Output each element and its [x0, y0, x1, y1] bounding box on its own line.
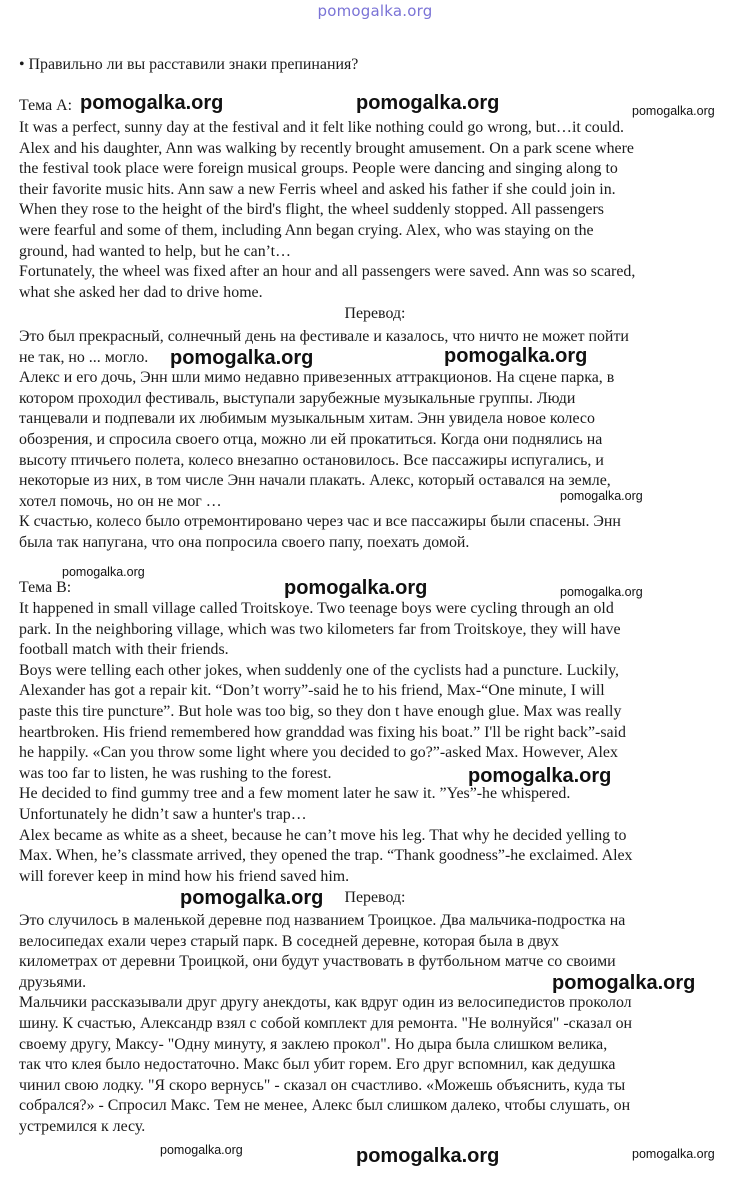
watermark-text: pomogalka.org [160, 1143, 243, 1157]
theme-b-russian-line: шину. К счастью, Александр взял с собой комплект для ремонта. "Не волнуйся" -сказал он [19, 1015, 633, 1032]
theme-b-translation-label: Перевод: [344, 889, 406, 906]
theme-b-russian-line: устремился к лесу. [19, 1118, 146, 1135]
site-watermark-top[interactable]: pomogalka.org [317, 2, 433, 20]
theme-b-russian-line: так что клея было недостаточно. Макс был убит горем. Его друг вспомнил, как дедушка [19, 1056, 616, 1074]
theme-a-russian-line: Алекс и его дочь, Энн шли мимо недавно привезенных аттракционов. На сцене парка, в [19, 369, 615, 387]
theme-b-russian-line: велосипедах ехали через старый парк. В соседней деревне, которая была в двух [19, 932, 559, 950]
theme-a-english-line: ground, had wanted to help, but he can’t… [19, 242, 291, 260]
theme-b-english-line: He decided to find gummy tree and a few moment later he saw it. ”Yes”-he whispered. [19, 785, 571, 803]
watermark-text: pomogalka.org [560, 585, 643, 599]
watermark-text: pomogalka.org [444, 345, 588, 367]
watermark-text: pomogalka.org [80, 92, 224, 114]
theme-a-russian-line: некоторые из них, в том числе Энн начали плакать. Алекс, который оставался на земле, [19, 472, 611, 490]
theme-a-english-line: When they rose to the height of the bird's flight, the wheel suddenly stopped. All passengers [19, 201, 604, 219]
theme-a-russian-line: не так, но ... могло. [19, 348, 149, 366]
watermark-text: pomogalka.org [356, 92, 500, 114]
theme-a-russian-line: обозрения, и спросила своего отца, можно ли ей прокатиться. Когда они поднялись на [19, 431, 603, 448]
watermark-text: pomogalka.org [180, 887, 324, 909]
theme-b-english-line: football match with their friends. [19, 641, 229, 659]
theme-a-label: Тема А: [19, 97, 73, 114]
theme-b-english-line: was too far to listen, he was rushing to the forest. [19, 764, 332, 782]
theme-a-english-line: Alex and his daughter, Ann was walking by recently brought amusement. On a park scene where [19, 139, 634, 157]
watermark-text: pomogalka.org [62, 565, 145, 579]
theme-b-english-line: heartbroken. His friend remembered how granddad was fixing his boat.” I'll be right back”-said [19, 723, 626, 741]
theme-a-english-line: were fearful and some of them, including Ann began crying. Alex, who was staying on the [19, 222, 594, 239]
theme-b-english-line: Unfortunately he didn’t saw a hunter's trap… [19, 806, 307, 823]
watermark-text: pomogalka.org [560, 489, 643, 503]
theme-a-russian-line: Это был прекрасный, солнечный день на фестивале и казалось, что ничто не может пойти [19, 328, 629, 345]
theme-b-english-line: paste this tire puncture”. But hole was too big, so they don t have enough glue. Max was really [19, 703, 622, 720]
theme-b-english-line: Alexander has got a repair kit. “Don’t worry”-said he to his friend, Max-“One minute, I will [19, 682, 605, 700]
theme-b-english-line: Max. When, he’s classmate arrived, they opened the trap. “Thank goodness”-he exclaimed. Alex [19, 847, 633, 865]
theme-a-translation-label: Перевод: [344, 305, 406, 322]
theme-b-label: Тема В: [19, 579, 72, 596]
watermark-text: pomogalka.org [170, 347, 314, 369]
watermark-text: pomogalka.org [284, 577, 428, 599]
theme-b-russian-line: своему другу, Максу- "Одну минуту, я заклею прокол". Но дыра была слишком велика, [19, 1035, 608, 1053]
theme-a-russian-line: танцевали и подпевали их любимым музыкальным хитам. Энн увидела новое колесо [19, 410, 595, 428]
theme-a-russian-line: котором проходил фестиваль, выступали зарубежные музыкальные группы. Люди [19, 389, 576, 407]
theme-b-russian-line: чинил свою лодку. "Я скоро вернусь" - сказал он счастливо. «Можешь объяснить, куда ты [19, 1076, 626, 1094]
theme-a-russian-line: хотел помочь, но он не мог … [19, 492, 222, 510]
theme-b-english-line: he happily. «Can you throw some light where you decided to go?”-asked Max. However, Alex [19, 744, 618, 762]
theme-a-english-line: Fortunately, the wheel was fixed after an hour and all passengers were saved. Ann was so scared, [19, 263, 636, 281]
question-line: • Правильно ли вы расставили знаки препинания? [19, 56, 359, 73]
watermark-text: pomogalka.org [552, 972, 696, 994]
watermark-text: pomogalka.org [468, 765, 612, 787]
theme-b-russian-line: километрах от деревни Троицкой, они будут участвовать в футбольном матче со своими [19, 953, 616, 971]
theme-a-english-line: their favorite music hits. Ann saw a new Ferris wheel and asked his father if she could join in. [19, 180, 616, 198]
watermark-text: pomogalka.org [632, 104, 715, 118]
theme-b-english-line: Alex became as white as a sheet, because he can’t move his leg. That why he decided yelling to [19, 826, 627, 844]
theme-b-english-line: It happened in small village called Troitskoye. Two teenage boys were cycling through an old [19, 600, 614, 617]
theme-a-english-line: what she asked her dad to drive home. [19, 283, 263, 301]
theme-b-english-line: will forever keep in mind how his friend saved him. [19, 867, 350, 885]
watermark-text: pomogalka.org [356, 1145, 500, 1167]
theme-b-russian-line: Мальчики рассказывали друг другу анекдоты, как вдруг один из велосипедистов проколол [19, 994, 632, 1012]
theme-b-russian-line: собрался?» - Спросил Макс. Тем не менее, Алекс был слишком далеко, чтобы слушать, он [19, 1097, 631, 1115]
theme-b-russian-line: Это случилось в маленькой деревне под названием Троицкое. Два мальчика-подростка на [19, 912, 626, 929]
theme-a-english-line: the festival took place were foreign musical groups. People were dancing and singing along to [19, 160, 618, 178]
theme-a-russian-line: высоту птичьего полета, колесо внезапно остановилось. Все пассажиры испугались, и [19, 451, 604, 469]
theme-b-russian-line: друзьями. [19, 973, 87, 991]
theme-a-english-line: It was a perfect, sunny day at the festival and it felt like nothing could go wrong, but…it could. [19, 119, 625, 136]
watermark-text: pomogalka.org [632, 1147, 715, 1161]
theme-a-russian-line: была так напугана, что она попросила своего папу, поехать домой. [19, 534, 470, 551]
theme-b-english-line: Boys were telling each other jokes, when suddenly one of the cyclists had a puncture. Luckily, [19, 661, 619, 679]
theme-a-russian-line: К счастью, колесо было отремонтировано через час и все пассажиры были спасены. Энн [19, 513, 621, 531]
theme-b-english-line: park. In the neighboring village, which was two kilometers far from Troitskoye, they will have [19, 620, 621, 638]
